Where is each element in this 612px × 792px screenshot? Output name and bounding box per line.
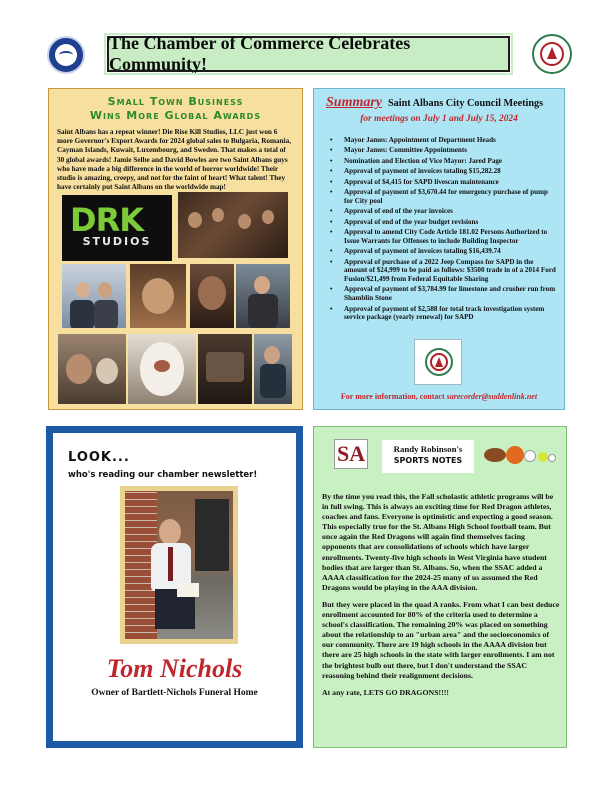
list-item: • Approval to amend City Code Article 181.02 Persons Authorized to Issue Warrants for Offenses to include Building Inspector — [326, 228, 556, 246]
city-seal-icon — [47, 36, 85, 74]
council-items-list — [322, 136, 556, 322]
sports-title: SPORTS NOTES — [393, 456, 463, 465]
list-item: • Approval of end of the year budget revisions — [326, 218, 556, 227]
drk-logo-subtext: STUDIOS — [82, 235, 152, 248]
list-item: • Approval of payment of $3,670.44 for emergency purchase of pump for City pool — [326, 188, 556, 206]
council-subtitle: for meetings on July 1 and July 15, 2024 — [360, 114, 518, 124]
contact-email-link[interactable]: sarecorder@suddenlink.net — [446, 392, 538, 401]
business-heading-line1: Small Town Business — [107, 95, 244, 108]
sports-paragraph: But they were placed in the quad A ranks. From what I can best deduce enrollment accounted for 80% of the criteria used to determine a school's classification. The remaining 20% was placed on something about the relationship to an "urban area" and the socioeconomics of our community. There are 19 high schools in the AAAA division but there are 25 high schools in the state with larger enrollments. I am not the brightest bulb out there, but I don't understand the SSAC reasoning behind their realignment decisions. — [322, 599, 560, 680]
studio-workshop-photo — [178, 192, 288, 258]
list-item: • Approval of payment of invoices totaling $16,439.74 — [326, 247, 556, 256]
furry-creature-photo — [128, 334, 196, 404]
list-item: • Mayor James: Appointment of Department Heads — [326, 136, 556, 145]
list-item: • Approval of $4,415 for SAPD livescan maintenance — [326, 178, 556, 187]
reader-role: Owner of Bartlett-Nichols Funeral Home — [91, 688, 258, 698]
reader-photo — [125, 491, 233, 639]
creature-mask-photo — [130, 264, 186, 328]
look-title: LOOK... — [68, 450, 130, 465]
chamber-logo-icon — [532, 34, 572, 74]
sports-article — [322, 492, 560, 705]
studio-artist-photo — [236, 264, 290, 328]
sports-paragraph: At any rate, LETS GO DRAGONS!!!! — [322, 687, 449, 697]
sports-heading — [382, 440, 474, 473]
sa-logo-text: SA — [337, 441, 366, 466]
council-title: Saint Albans City Council Meetings — [388, 98, 544, 109]
sports-author: Randy Robinson's — [393, 444, 463, 454]
business-article-text: Saint Albans has a repeat winner! Die Rise Kill Studios, LLC just won 6 more Governor's Export Awards for 2024 global sales to Bulgaria, Romania, Cayman Islands, Kuwait, Luxembourg, and Sweden. That makes a total of 30 global awards! Jamie Selbe and David Bowles are two Saint Albans guys who have made a big difference in the world of horror worldwide! Their studio is amazing, creepy, and not for the faint of heart! What talent! They have certainly put Saint Albans on the worldwide map! — [57, 128, 291, 192]
list-item: • Approval of payment of $3,784.99 for limestone and crusher run from Shamblin Stone — [326, 285, 556, 303]
list-item: • Approval of purchase of a 2022 Jeep Compass for SAPD in the amount of $24,999 to be paid as follows: $3500 trade in of a 2014 Ford Fusion/$21,499 from Federal Equitable Sharing — [326, 258, 556, 284]
list-item: • Approval of payment of invoices totaling $15,282.28 — [326, 167, 556, 176]
camera-crew-photo — [254, 334, 292, 404]
award-recipients-photo — [62, 264, 126, 328]
business-heading-line2: Wins More Global Awards — [89, 109, 262, 122]
look-whos-reading-panel — [46, 426, 303, 748]
creature-display-photo — [58, 334, 126, 404]
page-title-banner — [107, 33, 510, 74]
red-dragons-logo-icon — [334, 439, 368, 469]
sports-paragraph: By the time you read this, the Fall scholastic athletic programs will be in full swing. This is always an exciting time for Red Dragon athletes, coaches and fans. Everyone is optimistic and expecting a good season. This especially true for the St. Albans High School football team. But once again the Red Dragons will again find themselves facing opponents that are consolidations of schools which have larger enrollments. Twenty-five high schools in West Virginia have student bodies that are larger than St. Albans. So, when the SSAC added a AAAA classification for the 2024-25 many of us assumed the Red Dragons would be playing in the AAA division. — [322, 492, 554, 592]
list-item: • Mayor James: Committee Appointments — [326, 146, 556, 155]
workshop-props-photo — [198, 334, 252, 404]
monster-sculpture-photo — [190, 264, 234, 328]
reader-photo-frame — [120, 486, 238, 644]
council-contact-line — [313, 392, 565, 401]
reader-name: Tom Nichols — [106, 654, 243, 683]
sports-balls-icon — [484, 444, 558, 466]
list-item: • Approval of end of the year invoices — [326, 207, 556, 216]
summary-label: Summary — [326, 95, 383, 110]
contact-prefix: For more information, contact — [340, 392, 447, 401]
drk-logo-text: DRK — [70, 201, 143, 239]
list-item: • Approval of payment of $2,588 for total track investigation system service package (yearly renewal) for SAPD — [326, 305, 556, 323]
look-subtitle: who's reading our chamber newsletter! — [68, 470, 258, 480]
page-title: The Chamber of Commerce Celebrates Community! — [109, 33, 411, 74]
list-item: • Nomination and Election of Vice Mayor: Jared Page — [326, 157, 556, 166]
drk-studios-logo-image — [62, 195, 172, 261]
chamber-emblem-icon — [414, 339, 462, 385]
